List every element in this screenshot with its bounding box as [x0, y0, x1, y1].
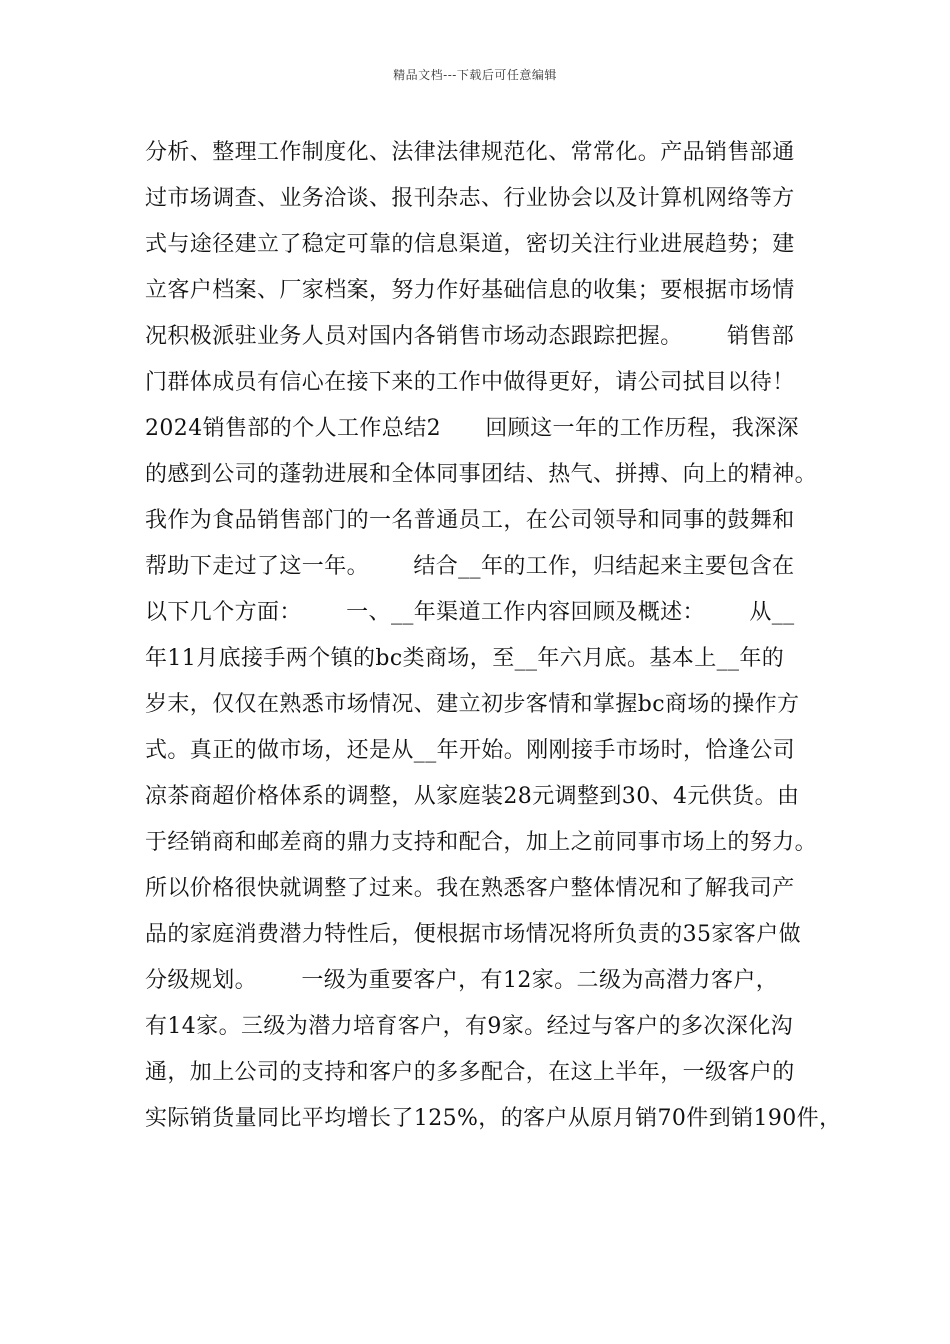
text-line: 有14家。三级为潜力培育客户，有9家。经过与客户的多次深化沟 [145, 1014, 793, 1039]
text-line: 年11月底接手两个镇的bc类商场，至__年六月底。基本上__年的 [145, 646, 785, 671]
text-line: 品的家庭消费潜力特性后，便根据市场情况将所负责的35家客户做 [145, 922, 801, 947]
text-line: 所以价格很快就调整了过来。我在熟悉客户整体情况和了解我司产 [145, 876, 795, 901]
text-line: 以下几个方面： 一、__年渠道工作内容回顾及概述： 从__ [145, 600, 795, 625]
text-line: 分析、整理工作制度化、法律法律规范化、常常化。产品销售部通 [145, 140, 795, 165]
text-line: 式与途径建立了稳定可靠的信息渠道，密切关注行业进展趋势；建 [145, 232, 795, 257]
text-line: 过市场调查、业务洽谈、报刊杂志、行业协会以及计算机网络等方 [145, 186, 795, 211]
text-line: 帮助下走过了这一年。 结合__年的工作，归结起来主要包含在 [145, 554, 795, 579]
text-line: 凉茶商超价格体系的调整，从家庭装28元调整到30、4元供货。由 [145, 784, 800, 809]
text-line: 况积极派驻业务人员对国内各销售市场动态跟踪把握。 销售部 [145, 324, 795, 349]
text-line: 2024销售部的个人工作总结2 回顾这一年的工作历程，我深深 [145, 416, 799, 441]
document-body [145, 130, 842, 1142]
text-line: 立客户档案、厂家档案，努力作好基础信息的收集；要根据市场情 [145, 278, 795, 303]
page-header: 精品文档---下载后可任意编辑 [393, 68, 557, 82]
text-line: 式。真正的做市场，还是从__年开始。刚刚接手市场时，恰逢公司 [145, 738, 796, 763]
text-line: 的感到公司的蓬勃进展和全体同事团结、热气、拼搏、向上的精神。 [145, 462, 818, 487]
text-line: 通，加上公司的支持和客户的多多配合，在这上半年，一级客户的 [145, 1060, 795, 1085]
text-line: 岁末，仅仅在熟悉市场情况、建立初步客情和掌握bc商场的操作方 [145, 692, 800, 717]
text-line: 分级规划。 一级为重要客户，有12家。二级为高潜力客户， [145, 968, 779, 993]
text-line: 门群体成员有信心在接下来的工作中做得更好，请公司拭目以待！ [145, 370, 795, 395]
text-line: 我作为食品销售部门的一名普通员工，在公司领导和同事的鼓舞和 [145, 508, 795, 533]
text-line: 于经销商和邮差商的鼎力支持和配合，加上之前同事市场上的努力。 [145, 830, 818, 855]
text-line: 实际销货量同比平均增长了125%，的客户从原月销70件到销190件， [145, 1106, 842, 1131]
